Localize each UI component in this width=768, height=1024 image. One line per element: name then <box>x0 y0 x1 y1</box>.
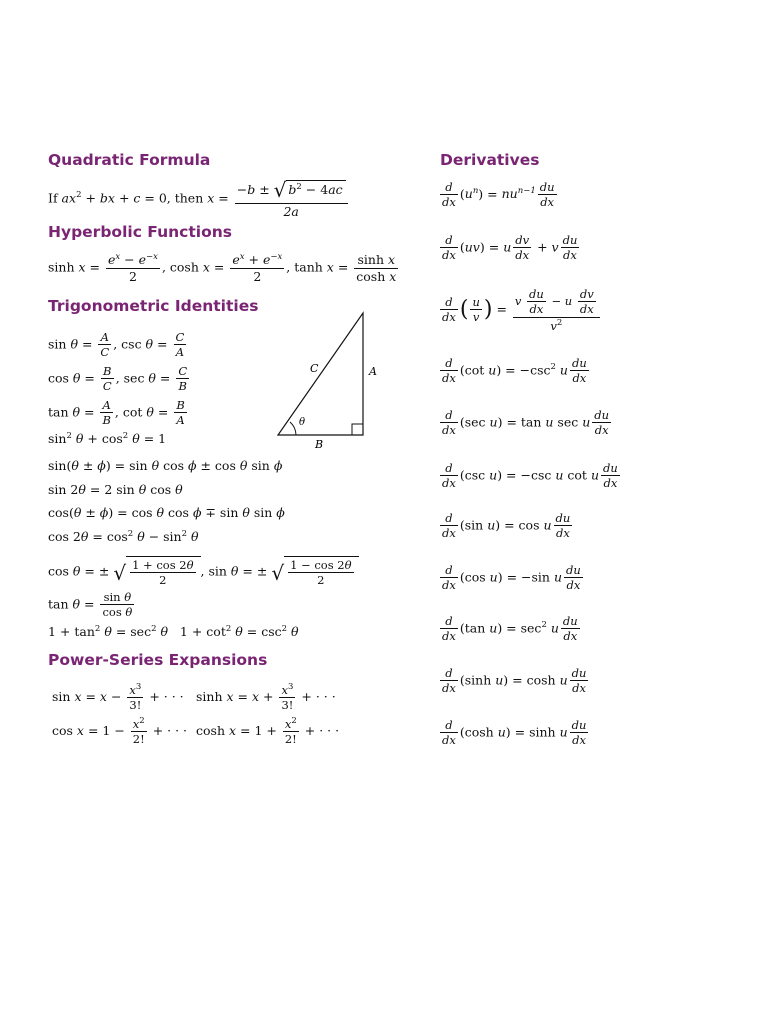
identity-half-angle: cos θ = ± √ $\frac{1 + \cos 2\theta}{2}$ , sin θ = ± √ $\frac{1 - \cos 2\theta}{2}$ <box>48 556 359 588</box>
series-cos: cos x = 1 − $\frac{x^2}{2!}$ + · · · <box>52 716 188 747</box>
derivative-csc: $\frac{d}{dx}$ (csc u) = −csc u cot u $\frac{du}{dx}$ <box>442 461 618 491</box>
identity-cos-sum: cos(θ ± ϕ) = cos θ cos ϕ ∓ sin θ sin ϕ <box>48 505 285 520</box>
triangle-label-b: B <box>315 438 324 451</box>
identity-pythagorean: $\sin^2 \theta + \cos^2 \theta = 1$ <box>48 431 167 447</box>
heading-derivatives: Derivatives <box>440 151 540 169</box>
identity-cos-double: $\cos 2\theta = \cos^2 \theta - \sin^2 \theta$ <box>48 529 199 545</box>
hyperbolic-definitions: sinh x = $\frac{e^x - e^{-x}}{2}$ , cosh x = $\frac{e^x + e^{-x}}{2}$ , tanh x = $\frac{\text{sinh x}}{\text{cosh x}}$ <box>48 252 397 284</box>
derivative-cot: $\frac{d}{dx}$ (cot $u) = -\csc^2$ u $\frac{du}{dx}$ <box>442 356 587 386</box>
derivative-tan: $\frac{d}{dx}$ (tan $u) = \sec^2 u$ $\frac{du}{dx}$ <box>442 614 578 644</box>
identity-tan-cot: tan θ = $\frac{A}{B}$ , cot θ = $\frac{B}{A}$ <box>48 398 185 428</box>
identity-sin-double: sin 2θ = 2 sin θ cos θ <box>48 482 183 497</box>
identity-cos-sec: cos θ = $\frac{B}{C}$ , sec θ = $\frac{C}{B}$ <box>48 364 188 394</box>
series-sin: sin x = x − $\frac{x^3}{3!}$ + · · · <box>52 682 184 713</box>
identity-tan-ratio: tan θ = $\frac{\text{sin θ}}{\text{cos θ}}$ <box>48 590 133 620</box>
series-cosh: cosh x = 1 + $\frac{x^2}{2!}$ + · · · <box>196 716 340 747</box>
triangle-label-a: A <box>369 365 377 378</box>
derivative-sin: $\frac{d}{dx}$ (sin u) = cos u $\frac{du}{dx}$ <box>442 511 571 541</box>
derivative-sinh: $\frac{d}{dx}$ (sinh u) = cosh u $\frac{du}{dx}$ <box>442 666 587 696</box>
derivative-sec: $\frac{d}{dx}$ (sec u) = tan u sec u $\frac{du}{dx}$ <box>442 408 610 438</box>
identity-sin-csc: sin θ = $\frac{A}{C}$ , csc θ = $\frac{C}{A}$ <box>48 330 185 360</box>
derivative-power-rule: $\frac{d}{dx}$ $(u^n) = nu^{n-1}$ $\frac{du}{dx}$ <box>442 180 555 210</box>
series-sinh: sinh x = x + $\frac{x^3}{3!}$ + · · · <box>196 682 336 713</box>
heading-trigonometric-identities: Trigonometric Identities <box>48 297 259 315</box>
derivative-cosh: $\frac{d}{dx}$ (cosh u) = sinh u $\frac{du}{dx}$ <box>442 718 587 748</box>
triangle-label-theta: θ <box>299 417 306 428</box>
identity-tan-sec-cot-csc: $1 + \tan^2 \theta = \sec^2 \theta$ $1 + \cot^2 \theta = \csc^2 \theta$ <box>48 624 299 640</box>
derivative-quotient-rule: $\frac{d}{dx}$ ( $\frac{u}{v}$ ) = v $\frac{du}{dx}$ − u $\frac{dv}{dx}$ $v^2$ <box>438 287 602 333</box>
identity-sin-sum: sin(θ ± ϕ) = sin θ cos ϕ ± cos θ sin ϕ <box>48 458 283 473</box>
quadratic-formula-equation: If $ax^2$ + bx + c = 0, then x = $\frac{-b \pm √ b^2 - 4ac}{2a}$ <box>48 178 350 220</box>
triangle-label-c: C <box>310 362 319 375</box>
heading-quadratic-formula: Quadratic Formula <box>48 151 211 169</box>
derivative-cos: $\frac{d}{dx}$ (cos u) = −sin u $\frac{du}{dx}$ <box>442 563 581 593</box>
heading-power-series: Power-Series Expansions <box>48 651 268 669</box>
heading-hyperbolic-functions: Hyperbolic Functions <box>48 223 232 241</box>
derivative-product-rule: $\frac{d}{dx}$ (uv) = u $\frac{dv}{dx}$ + v $\frac{du}{dx}$ <box>442 233 578 263</box>
right-triangle-diagram <box>270 305 390 455</box>
